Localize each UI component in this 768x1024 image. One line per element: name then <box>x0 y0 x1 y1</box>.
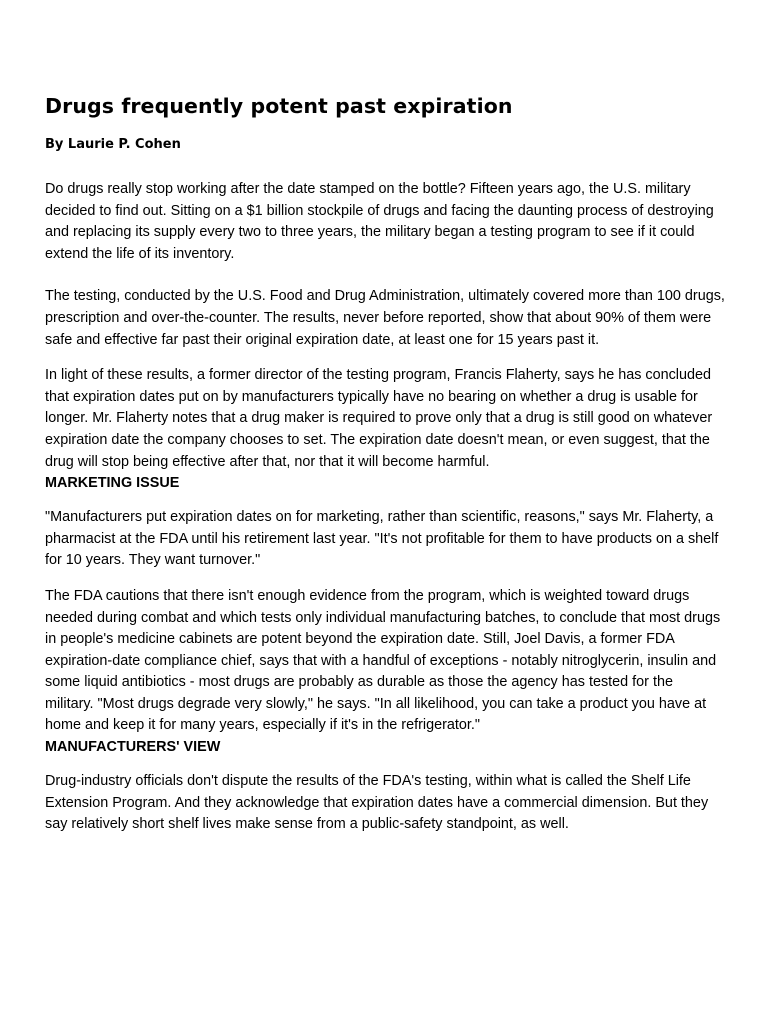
paragraph-1: Do drugs really stop working after the date stamped on the bottle? Fifteen years ago, the U.S. military decided to find out. Sitting on a $1 billion stockpile of drugs and facing the daunting process of destroying and replacing its supply every two to three years, the military began a testing program to see if it could extend the life of its inventory. <box>45 181 714 262</box>
paragraph-6: Drug-industry officials don't dispute the results of the FDA's testing, within what is called the Shelf Life Extension Program. And they acknowledge that expiration dates have a commercial dimension. But they say relatively short shelf lives make sense from a public-safety standpoint, as well. <box>45 773 709 833</box>
section-heading-marketing-issue: MARKETING ISSUE <box>45 475 180 492</box>
paragraph-3: In light of these results, a former director of the testing program, Francis Flaherty, says he has concluded that expiration dates put on by manufacturers typically have no bearing on whether a drug is usable for longer. Mr. Flaherty notes that a drug maker is required to prove only that a drug is still good on whatever expiration date the company chooses to set. The expiration date doesn't mean, or even suggest, that the drug will stop being effective after that, nor that it will become harmful. <box>45 367 713 470</box>
section-heading-manufacturers-view: MANUFACTURERS' VIEW <box>45 739 221 756</box>
paragraph-4: "Manufacturers put expiration dates on for marketing, rather than scientific, reasons," says Mr. Flaherty, a pharmacist at the FDA until his retirement last year. "It's not profitable for them to have products on a shelf for 10 years. They want turnover." <box>45 509 719 569</box>
article-byline: By Laurie P. Cohen <box>45 137 181 152</box>
article-title: Drugs frequently potent past expiration <box>45 94 513 118</box>
paragraph-2: The testing, conducted by the U.S. Food and Drug Administration, ultimately covered more than 100 drugs, prescription and over-the-counter. The results, never before reported, show that about 90% of them were safe and effective far past their original expiration date, at least one for 15 years past it. <box>45 288 725 348</box>
paragraph-5: The FDA cautions that there isn't enough evidence from the program, which is weighted toward drugs needed during combat and which tests only individual manufacturing batches, to conclude that most drugs in people's medicine cabinets are potent beyond the expiration date. Still, Joel Davis, a former FDA expiration-date compliance chief, says that with a handful of exceptions - notably nitroglycerin, insulin and some liquid antibiotics - most drugs are probably as durable as those the agency has tested for the military. "Most drugs degrade very slowly," he says. "In all likelihood, you can take a product you have at home and keep it for many years, especially if it's in the refrigerator." <box>45 587 721 734</box>
article <box>45 92 725 836</box>
